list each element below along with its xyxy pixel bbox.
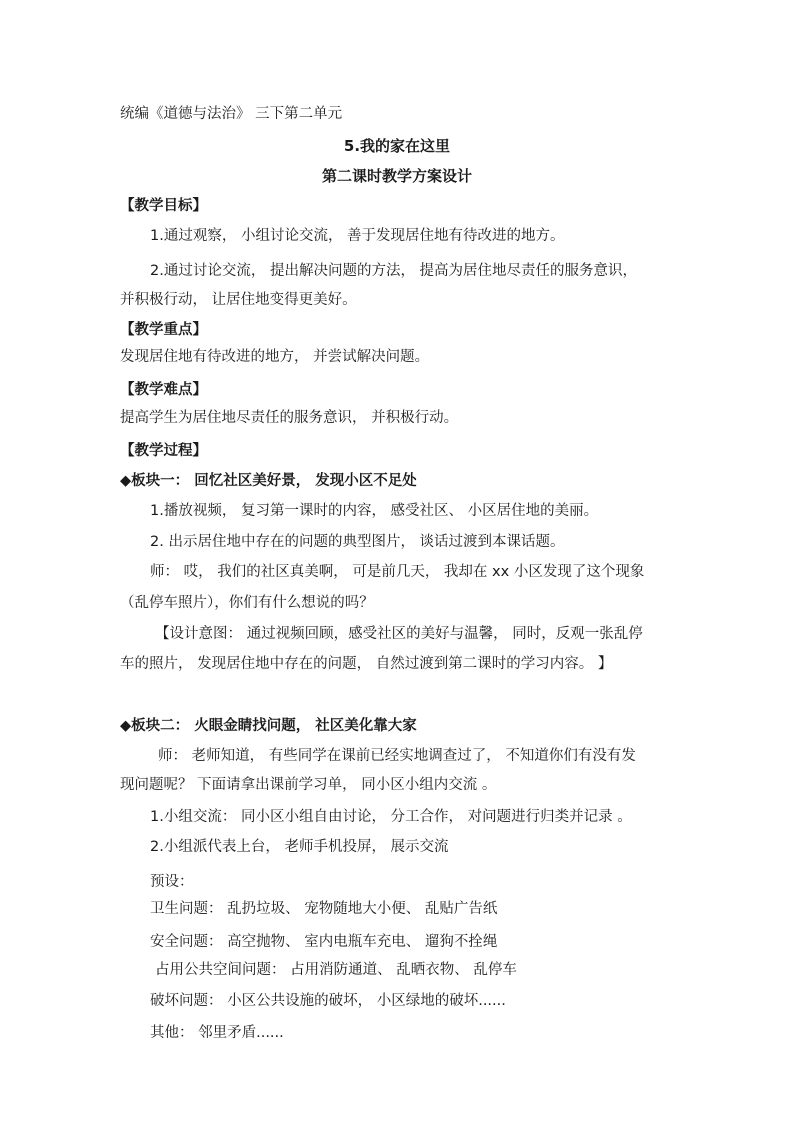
safety-issues: 安全问题： 高空抛物、 室内电瓶车充电、 遛狗不拴绳 [150,934,498,950]
block-1-step-1: 1.播放视频， 复习第一课时的内容， 感受社区、 小区居住地的美丽。 [150,503,599,519]
block-2-step-1: 1.小组交流： 同小区小组自由讨论， 分工合作， 对问题进行归类并记录 。 [150,809,632,825]
unit-header: 统编《道德与法治》 三下第二单元 [120,106,343,122]
key-points-text: 发现居住地有待改进的地方， 并尝试解决问题。 [120,349,430,365]
public-space-issues: 占用公共空间问题： 占用消防通道、 乱晒衣物、 乱停车 [155,962,517,978]
block-1-teacher-line-2: （乱停车照片），你们有什么想说的吗？ [120,595,374,611]
objective-2-line-1: 2.通过讨论交流， 提出解决问题的方法， 提高为居住地尽责任的服务意识， [150,263,638,279]
difficulties-heading: 【教学难点】 [120,382,207,398]
block-1-step-2: 2. 出示居住地中存在的问题的典型图片， 谈话过渡到本课话题。 [150,534,565,550]
lesson-subtitle: 第二课时教学方案设计 [321,167,472,185]
block-2-teacher-line-1: 师： 老师知道， 有些同学在课前已经实地调查过了， 不知道你们有没有发 [158,748,636,764]
block-2-step-2: 2.小组派代表上台， 老师手机投屏， 展示交流 [150,839,449,855]
lesson-title: 5.我的家在这里 [343,137,451,155]
block-1-title: ◆板块一： 回忆社区美好景， 发现小区不足处 [120,473,417,489]
process-heading: 【教学过程】 [120,443,207,459]
preset-label: 预设： [150,874,194,890]
objective-2-line-2: 并积极行动， 让居住地变得更美好。 [120,292,357,308]
key-points-heading: 【教学重点】 [120,322,207,338]
difficulties-text: 提高学生为居住地尽责任的服务意识， 并积极行动。 [120,410,459,426]
block-1-teacher-line-1: 师： 哎， 我们的社区真美啊， 可是前几天， 我却在 xx 小区发现了这个现象 [150,564,645,580]
block-1-intent-line-1: 【设计意图： 通过视频回顾，感受社区的美好与温馨， 同时，反观一张乱停 [155,626,643,642]
block-2-title: ◆板块二： 火眼金睛找问题， 社区美化靠大家 [120,718,417,734]
other-issues: 其他： 邻里矛盾...... [150,1025,284,1041]
objectives-heading: 【教学目标】 [120,198,207,214]
damage-issues: 破坏问题： 小区公共设施的破坏， 小区绿地的破坏...... [150,993,506,1009]
block-2-teacher-line-2: 现问题呢？ 下面请拿出课前学习单， 同小区小组内交流 。 [120,777,497,793]
block-1-intent-line-2: 车的照片， 发现居住地中存在的问题， 自然过渡到第二课时的学习内容。 】 [120,656,613,672]
hygiene-issues: 卫生问题： 乱扔垃圾、 宠物随地大小便、 乱贴广告纸 [150,901,498,917]
objective-1: 1.通过观察， 小组讨论交流， 善于发现居住地有待改进的地方。 [150,228,565,244]
